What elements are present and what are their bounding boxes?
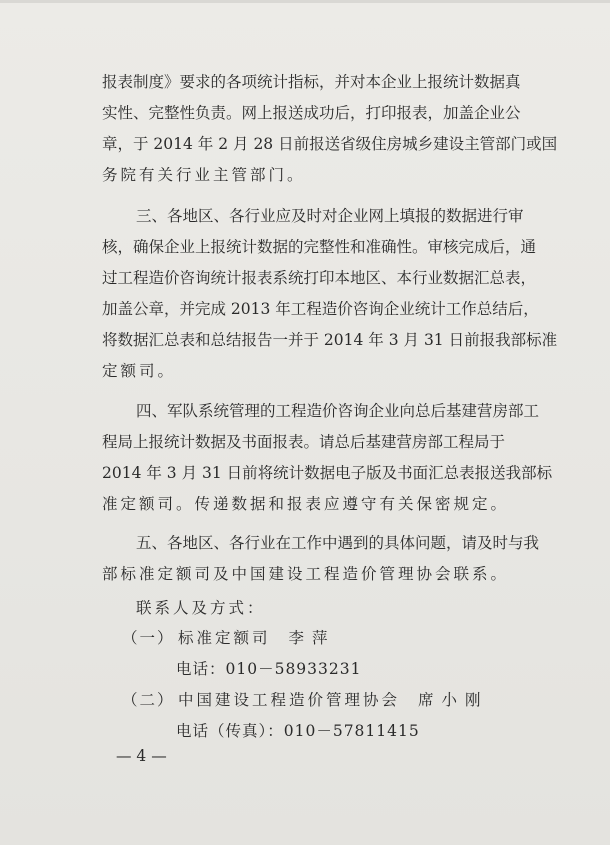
- contacts-label: 联系人及方式：: [136, 599, 266, 617]
- text-line: 四、军队系统管理的工程造价咨询企业向总后基建营房部工: [136, 402, 540, 420]
- contact-phone: 电话（传真）：010－57811415: [176, 722, 420, 740]
- text-line: 五、各地区、各行业在工作中遇到的具体问题，请及时与我: [136, 534, 540, 552]
- contact-number: （一）: [122, 629, 175, 647]
- text-line: 章，于 2014 年 2 月 28 日前报送省级住房城乡建设主管部门或国: [102, 135, 558, 153]
- contact-organization: 标准定额司: [178, 629, 271, 647]
- contact-row: [122, 688, 489, 712]
- text-line: 过工程造价咨询统计报表系统打印本地区、本行业数据汇总表，: [102, 269, 537, 287]
- text-line: 报表制度》要求的各项统计指标，并对本企业上报统计数据真: [102, 73, 521, 91]
- text-line: 准定额司。传递数据和报表应遵守有关保密规定。: [102, 495, 510, 513]
- text-line: 核，确保企业上报统计数据的完整性和准确性。审核完成后，通: [102, 238, 537, 256]
- contact-organization: 中国建设工程造价管理协会: [178, 691, 401, 709]
- page-edge: [0, 0, 610, 3]
- contact-person: 席小刚: [418, 691, 489, 709]
- text-line: 务院有关行业主管部门。: [102, 166, 306, 184]
- contact-number: （二）: [122, 691, 175, 709]
- text-line: 加盖公章，并完成 2013 年工程造价咨询企业统计工作总结后，: [102, 300, 539, 318]
- contact-row: [122, 626, 336, 650]
- contact-person: 李萍: [288, 629, 336, 647]
- page-number: — 4 —: [116, 747, 167, 765]
- text-line: 定额司。: [102, 362, 177, 380]
- contact-phone: 电话：010－58933231: [176, 660, 362, 678]
- text-line: 实性、完整性负责。网上报送成功后，打印报表，加盖企业公: [102, 104, 521, 122]
- text-line: 部标准定额司及中国建设工程造价管理协会联系。: [102, 565, 510, 583]
- text-line: 三、各地区、各行业应及时对企业网上填报的数据进行审: [136, 207, 524, 225]
- text-line: 程局上报统计数据及书面报表。请总后基建营房部工程局于: [102, 433, 506, 451]
- text-line: 将数据汇总表和总结报告一并于 2014 年 3 月 31 日前报我部标准: [102, 331, 558, 349]
- text-line: 2014 年 3 月 31 日前将统计数据电子版及书面汇总表报送我部标: [102, 464, 553, 482]
